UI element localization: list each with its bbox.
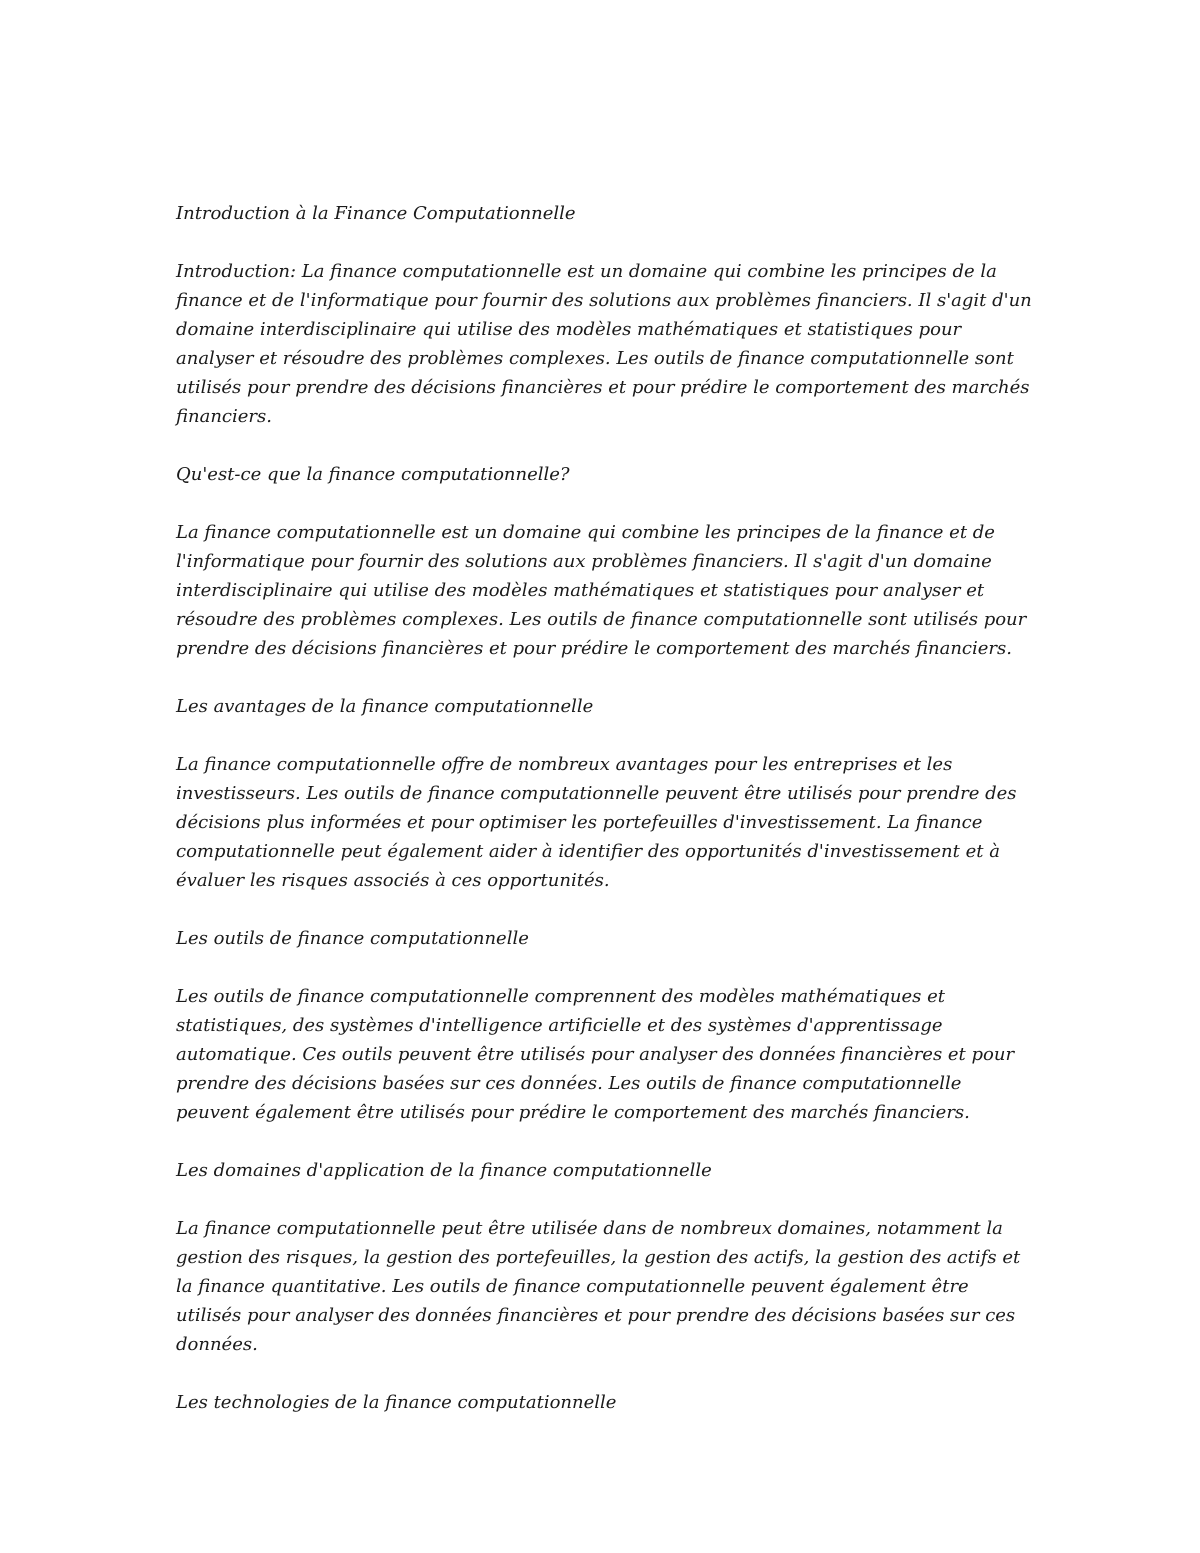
section-heading-technologies: Les technologies de la finance computationnelle xyxy=(176,1392,617,1413)
intro-paragraph: Introduction: La finance computationnelle est un domaine qui combine les principes de la finance et de l'informatique pour fournir des solutions aux problèmes financiers. Il s'agit d'un domaine interdisciplinaire qui utilise des modèles mathématiques et statistiques pour analyser et résoudre des problèmes complexes. Les outils de finance computationnelle sont utilisés pour prendre des décisions financières et pour prédire le comportement des marchés financiers. xyxy=(176,261,1032,427)
section-heading-what-is: Qu'est-ce que la finance computationnelle? xyxy=(176,464,570,485)
section-paragraph-tools: Les outils de finance computationnelle comprennent des modèles mathématiques et statistiques, des systèmes d'intelligence artificielle et des systèmes d'apprentissage automatique. Ces outils peuvent être utilisés pour analyser des données financières et pour prendre des décisions basées sur ces données. Les outils de finance computationnelle peuvent également être utilisés pour prédire le comportement des marchés financiers. xyxy=(176,986,1015,1123)
section-heading-advantages: Les avantages de la finance computationnelle xyxy=(176,696,594,717)
section-paragraph-what-is: La finance computationnelle est un domaine qui combine les principes de la finance et de l'informatique pour fournir des solutions aux problèmes financiers. Il s'agit d'un domaine interdisciplinaire qui utilise des modèles mathématiques et statistiques pour analyser et résoudre des problèmes complexes. Les outils de finance computationnelle sont utilisés pour prendre des décisions financières et pour prédire le comportement des marchés financiers. xyxy=(176,522,1027,659)
section-paragraph-applications: La finance computationnelle peut être utilisée dans de nombreux domaines, notamment la gestion des risques, la gestion des portefeuilles, la gestion des actifs, la gestion des actifs et la finance quantitative. Les outils de finance computationnelle peuvent également être utilisés pour analyser des données financières et pour prendre des décisions basées sur ces données. xyxy=(176,1218,1021,1355)
document-body xyxy=(176,199,1036,1446)
section-paragraph-advantages: La finance computationnelle offre de nombreux avantages pour les entreprises et les investisseurs. Les outils de finance computationnelle peuvent être utilisés pour prendre des décisions plus informées et pour optimiser les portefeuilles d'investissement. La finance computationnelle peut également aider à identifier des opportunités d'investissement et à évaluer les risques associés à ces opportunités. xyxy=(176,754,1017,891)
section-heading-applications: Les domaines d'application de la finance computationnelle xyxy=(176,1160,712,1181)
document-title: Introduction à la Finance Computationnelle xyxy=(176,203,576,224)
section-heading-tools: Les outils de finance computationnelle xyxy=(176,928,529,949)
